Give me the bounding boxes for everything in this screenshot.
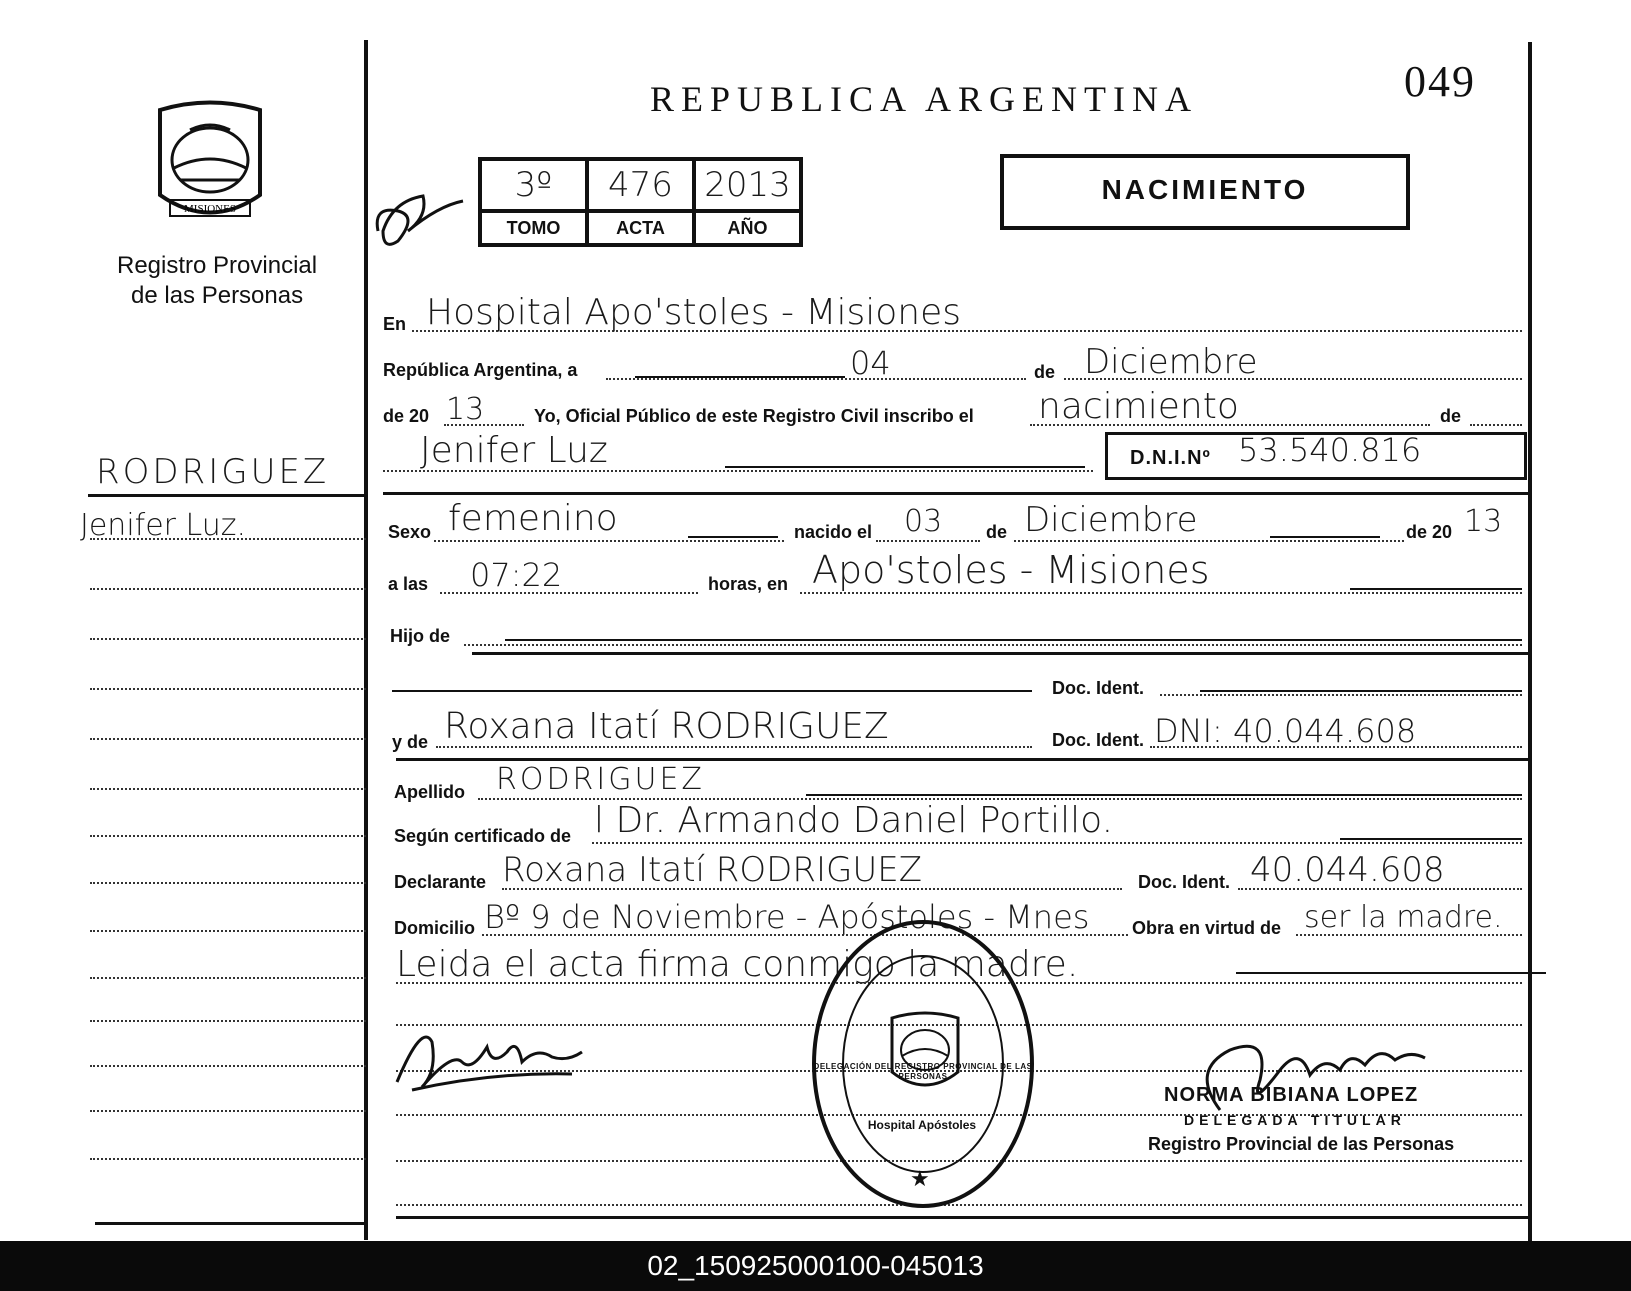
domicilio-label: Domicilio [394, 918, 476, 938]
stamp-emblem-icon [884, 1010, 966, 1100]
doc-ident-label-2: Doc. Ident. [1052, 730, 1145, 750]
provincial-seal-icon [150, 100, 270, 235]
en-label: En [383, 314, 407, 334]
registration-month: Diciembre [1084, 342, 1258, 382]
official-title: DELEGADA TITULAR [1184, 1112, 1406, 1128]
republica-label: República Argentina, a [383, 360, 578, 380]
de20-label: de 20 [383, 406, 430, 426]
stamp-inner-text: Hospital Apóstoles [867, 1118, 977, 1132]
birth-year: 13 [1464, 504, 1503, 539]
certificado-label: Según certificado de [394, 826, 572, 846]
registration-place: Hospital Apo'stoles - Misiones [426, 292, 961, 333]
tomo-label: TOMO [480, 211, 587, 245]
dni-value: 53.540.816 [1238, 431, 1422, 469]
anio-value: 2013 [694, 159, 801, 211]
declarant-signature-icon [392, 1012, 592, 1092]
official-institution: Registro Provincial de las Personas [1148, 1134, 1455, 1154]
declarante-name: Roxana Itatí RODRIGUEZ [502, 850, 923, 890]
sexo-label: Sexo [388, 522, 432, 542]
seal-label: MISIONES [184, 203, 236, 215]
leida-statement: Leida el acta firma conmigo la madre. [396, 944, 1079, 985]
birth-day: 03 [904, 504, 943, 539]
apellido-value: RODRIGUEZ [496, 762, 705, 797]
nacido-label: nacido el [794, 522, 873, 542]
institution-line-2: de las Personas [131, 282, 304, 309]
margin-given-names: Jenifer Luz. [80, 508, 247, 543]
tomo-value: 3º [480, 159, 587, 211]
record-type-box: NACIMIENTO [1000, 154, 1410, 230]
sexo-value: femenino [448, 498, 618, 539]
registry-table [478, 157, 803, 247]
acta-label: ACTA [587, 211, 694, 245]
obra-label: Obra en virtud de [1132, 918, 1282, 938]
de-label-3: de [986, 522, 1008, 542]
doc-ident-label: Doc. Ident. [1052, 678, 1145, 698]
obra-value: ser la madre. [1304, 900, 1503, 935]
doctor-name: l Dr. Armando Daniel Portillo. [594, 800, 1114, 841]
de-label: de [1034, 362, 1056, 382]
mother-doc: DNI: 40.044.608 [1154, 712, 1417, 750]
registration-year: 13 [446, 392, 485, 427]
stamp-star-icon: ★ [910, 1166, 930, 1191]
document-title: REPUBLICA ARGENTINA [650, 79, 1199, 119]
mother-name: Roxana Itatí RODRIGUEZ [444, 706, 889, 747]
birth-month: Diciembre [1024, 500, 1198, 540]
dni-label: D.N.I.Nº [1130, 447, 1211, 469]
hijo-label: Hijo de [390, 626, 451, 646]
declarante-label: Declarante [394, 872, 487, 892]
de-label-2: de [1440, 406, 1462, 426]
act-type: nacimiento [1038, 386, 1239, 427]
birth-place: Apo'stoles - Misiones [812, 548, 1210, 592]
domicilio-value: Bº 9 de Noviembre - Apóstoles - Mnes [484, 898, 1090, 936]
declarante-doc: 40.044.608 [1250, 850, 1445, 890]
official-name: NORMA BIBIANA LOPEZ [1164, 1084, 1419, 1106]
dni-box [1105, 432, 1527, 480]
file-id-footer: 02_150925000100-045013 [0, 1241, 1631, 1291]
official-statement-label: Yo, Oficial Público de este Registro Civil inscribo el [534, 406, 974, 426]
de20-label-2: de 20 [1406, 522, 1453, 542]
birth-time: 07:22 [470, 556, 563, 594]
horas-label: horas, en [708, 574, 789, 594]
institution-line-1: Registro Provincial [117, 252, 318, 279]
margin-surname: RODRIGUEZ [96, 452, 330, 492]
alas-label: a las [388, 574, 429, 594]
stamp-outer-text: DELEGACIÓN DEL REGISTRO PROVINCIAL DE LAS PERSONAS [813, 1062, 1033, 1081]
doc-ident-label-3: Doc. Ident. [1138, 872, 1231, 892]
document-number: 049 [1404, 57, 1476, 106]
registration-day: 04 [850, 344, 891, 382]
acta-value: 476 [587, 159, 694, 211]
anio-label: AÑO [694, 211, 801, 245]
initial-signature-icon [368, 186, 468, 256]
person-name: Jenifer Luz [420, 430, 608, 471]
yde-label: y de [392, 732, 429, 752]
right-border-line [1528, 42, 1532, 1242]
apellido-label: Apellido [394, 782, 465, 802]
